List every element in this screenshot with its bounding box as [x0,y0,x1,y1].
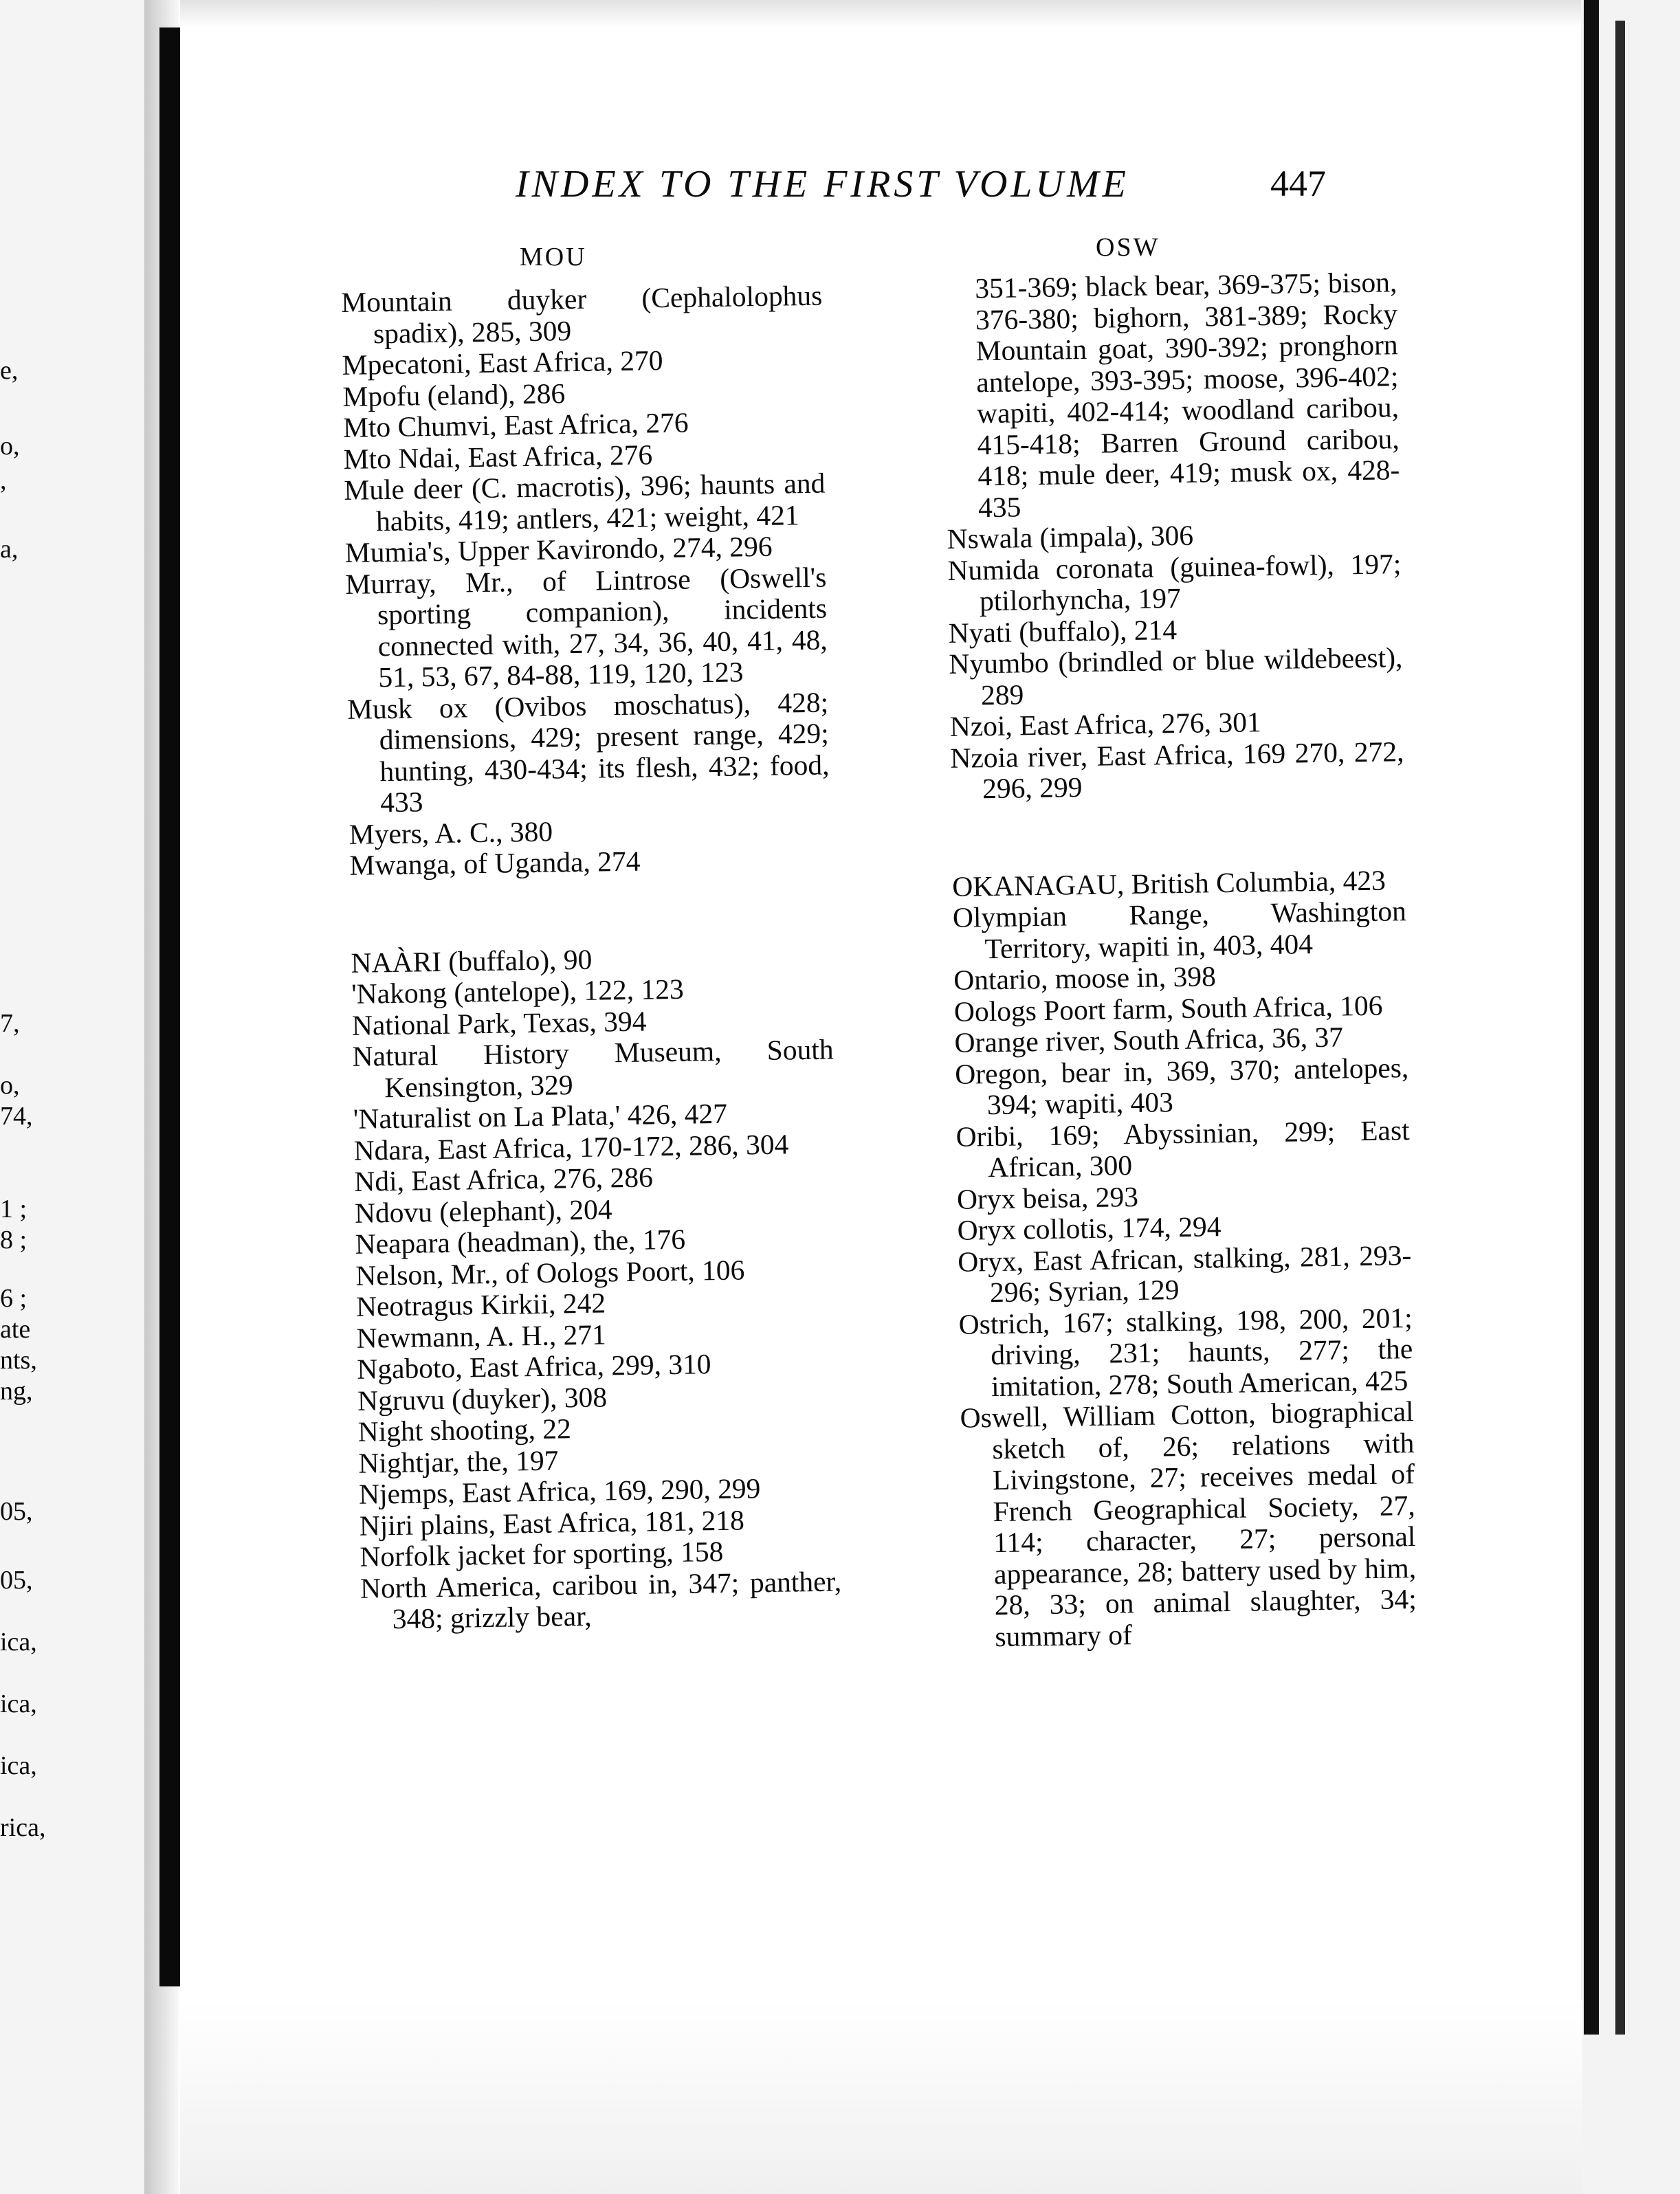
index-entry: NAÀRI (buffalo), 90 [351,943,593,979]
index-entry: Oologs Poort farm, South Africa, 106 [953,989,1383,1028]
index-entry: Mpecatoni, East Africa, 270 [342,344,663,381]
index-entry: Norfolk jacket for sporting, 158 [360,1535,724,1573]
index-entry: Oryx beisa, 293 [956,1180,1139,1215]
facing-fragment: ate [0,1315,31,1344]
index-entry: Musk ox (Ovibos moschatus), 428; dimensions, 429; present range, 429; hunting, 430-434; its flesh, 432; food, 433 [346,686,830,819]
index-entry: Njiri plains, East Africa, 181, 218 [359,1503,745,1542]
page-top-edge [180,0,1596,27]
fore-edge-dark-line [1584,0,1599,2035]
index-entry: Njemps, East Africa, 169, 290, 299 [358,1472,761,1510]
facing-fragment: nts, [0,1346,37,1375]
index-entry: Mto Ndai, East Africa, 276 [343,438,653,475]
index-entry: Mpofu (eland), 286 [342,377,566,412]
index-entry: Nyati (buffalo), 214 [948,613,1178,649]
index-entry: Mwanga, of Uganda, 274 [349,845,641,881]
page-bottom-shadow [180,2000,1582,2194]
index-entry: OKANAGAU, British Columbia, 423 [951,864,1386,902]
book-gutter [159,27,180,1986]
index-entry: Ngruvu (duyker), 308 [357,1380,608,1417]
index-entry: Mumia's, Upper Kavirondo, 274, 296 [344,530,773,568]
facing-fragment: o, [0,432,20,461]
n-section-continued [943,267,1404,805]
facing-fragment: 1 ; [0,1195,27,1223]
facing-fragment: 05, [0,1566,33,1595]
facing-fragment: ica, [0,1628,37,1656]
facing-fragment: 05, [0,1497,33,1526]
left-guide-word: MOU [520,243,587,272]
facing-fragment: ica, [0,1689,37,1718]
index-entry: Murray, Mr., of Lintrose (Oswell's sporting companion), incidents connected with, 27, 34, 36, 40, 41, 48, 51, 53, 67, 84-88, 119, 120, 123 [345,561,828,694]
index-entry: Nswala (impala), 306 [947,519,1194,555]
index-entry: Ndi, East Africa, 276, 286 [353,1161,654,1197]
index-entry: Mule deer (C. macrotis), 396; haunts and habits, 419; antlers, 421; weight, 421 [344,467,826,537]
index-entry-continuation: 351-369; black bear, 369-375; bison, 376-380; bighorn, 381-389; Rocky Mountain goat, 390-392; pronghorn antelope, 393-395; moose, 396-402; wapiti, 402-414; woodland caribou, 415-418; Barren Ground caribou, 418; mule deer, 419; musk ox, 428-435 [974,266,1400,523]
index-entry: Night shooting, 22 [357,1412,572,1448]
fore-edge-dark-line [1615,21,1625,2035]
index-entry: Orange river, South Africa, 36, 37 [954,1021,1344,1059]
index-entry: Myers, A. C., 380 [349,815,553,850]
facing-fragment: ica, [0,1751,37,1780]
facing-fragment: e, [0,356,19,385]
running-head: INDEX TO THE FIRST VOLUME [516,163,1129,206]
index-entry: Oswell, William Cotton, biographical sketch of, 26; relations with Livingstone, 27; receives medal of French Geographical Society, 27, 114; character, 27; personal appearance, 28; battery used by him, 28, 33; on animal slaughter, 34; summary of [960,1395,1417,1652]
index-entry: Nightjar, the, 197 [358,1443,559,1479]
index-entry: Neotragus Kirkii, 242 [355,1287,606,1322]
index-entry: Ontario, moose in, 398 [953,960,1217,996]
facing-fragment: 6 ; [0,1284,27,1313]
index-entry: Olympian Range, Washington Territory, wapiti in, 403, 404 [952,895,1407,964]
index-entry: Oribi, 169; Abyssinian, 299; East African, 300 [955,1113,1410,1184]
n-section [351,940,842,1635]
facing-fragment: 8 ; [0,1226,27,1254]
page-number: 447 [1270,163,1326,204]
index-entry: Neapara (headman), the, 176 [355,1223,686,1260]
index-entry: Nyumbo (brindled or blue wildebeest), 289 [949,641,1403,711]
index-entry: Ndovu (elephant), 204 [354,1193,612,1229]
index-entry: 'Nakong (antelope), 122, 123 [351,973,684,1010]
facing-fragment: , [0,466,7,495]
index-entry: Oryx collotis, 174, 294 [957,1210,1222,1246]
m-section [341,280,831,882]
facing-fragment: 7, [0,1009,20,1038]
section-gap [951,799,1405,872]
index-entry: Mountain duyker (Cephalolophus spadix), 285, 309 [340,279,823,349]
section-gap [350,874,832,947]
index-entry: Ostrich, 167; stalking, 198, 200, 201; driving, 231; haunts, 277; the imitation, 278; South American, 425 [958,1301,1413,1402]
o-section [952,865,1417,1653]
index-entry: Oryx, East African, stalking, 281, 293-296; Syrian, 129 [957,1239,1412,1309]
facing-fragment: o, [0,1071,20,1100]
index-column-left [341,280,842,1636]
index-entry: Ndara, East Africa, 170-172, 286, 304 [353,1127,789,1166]
index-entry: Nzoia river, East Africa, 169 270, 272, 296, 299 [950,735,1404,805]
facing-fragment: ng, [0,1377,33,1406]
facing-fragment: a, [0,535,19,564]
index-entry: Nelson, Mr., of Oologs Poort, 106 [355,1253,745,1292]
index-entry: 'Naturalist on La Plata,' 426, 427 [353,1097,728,1135]
facing-page [0,0,159,2194]
right-guide-word: OSW [1096,233,1160,262]
index-entry: North America, caribou in, 347; panther, 348; grizzly bear, [360,1564,842,1635]
index-entry: Nzoi, East Africa, 276, 301 [949,706,1262,742]
index-entry: Ngaboto, East Africa, 299, 310 [357,1348,711,1385]
index-column-right [943,267,1417,1653]
index-entry: National Park, Texas, 394 [351,1005,647,1041]
facing-fragment: 74, [0,1102,33,1131]
facing-fragment: rica, [0,1813,46,1842]
index-entry: Numida coronata (guinea-fowl), 197; ptilorhyncha, 197 [947,547,1402,617]
index-entry: Mto Chumvi, East Africa, 276 [342,406,689,443]
index-entry: Oregon, bear in, 369, 370; antelopes, 394; wapiti, 403 [954,1051,1409,1121]
index-entry: Newmann, A. H., 271 [356,1318,607,1354]
index-entry: Natural History Museum, South Kensington, 329 [352,1033,834,1103]
